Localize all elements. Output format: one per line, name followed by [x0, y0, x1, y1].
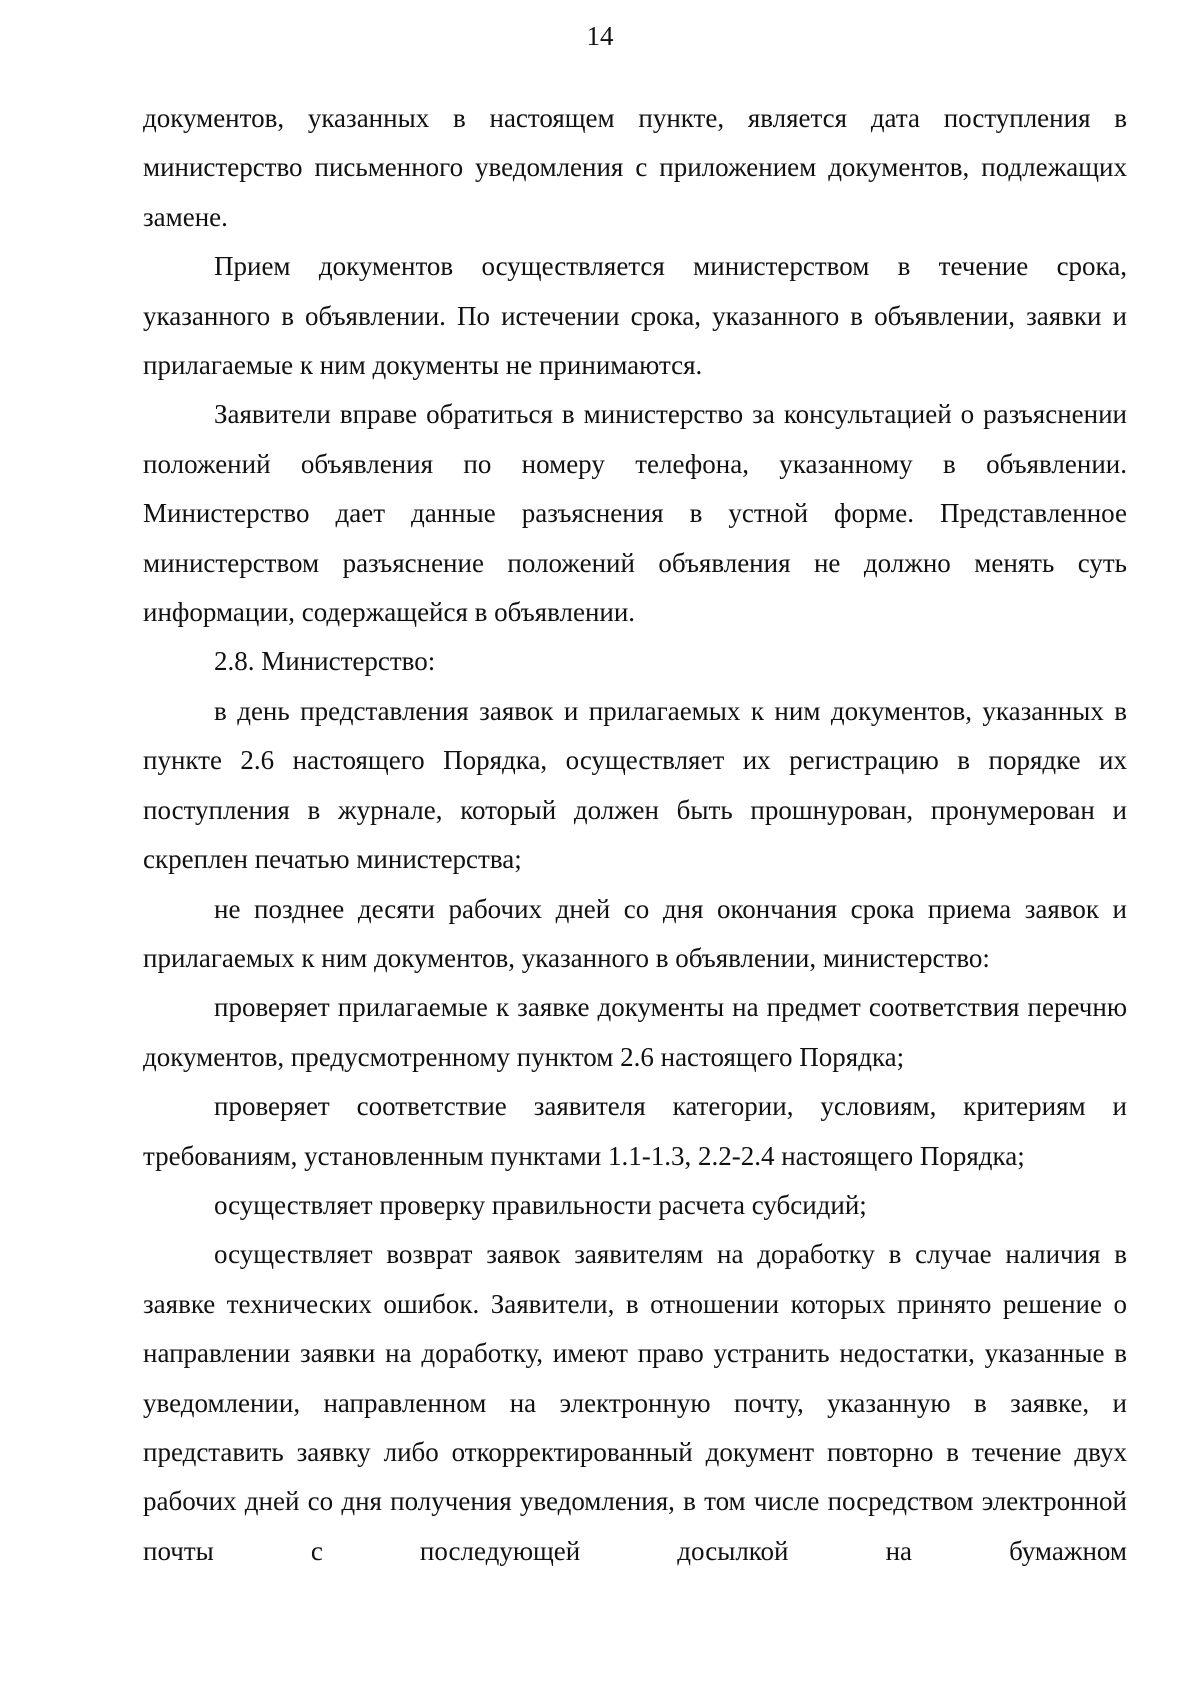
paragraph-registration: в день представления заявок и прилагаемых к ним документов, указанных в пункте 2.6 настоящего Порядка, осуществляет их регистрацию в порядке их поступления в журнале, который должен быть прошнурован, пронумерован и скреплен печатью министерства;	[143, 695, 1127, 875]
paragraph-document-acceptance: Прием документов осуществляется министерством в течение срока, указанного в объявлении. По истечении срока, указанного в объявлении, заявки и прилагаемые к ним документы не принимаются.	[143, 251, 1127, 381]
section-heading-2-8: 2.8. Министерство:	[214, 646, 436, 677]
paragraph-review-deadline: не позднее десяти рабочих дней со дня окончания срока приема заявок и прилагаемых к ним документов, указанного в объявлении, министерство:	[143, 893, 1127, 973]
paragraph-check-documents: проверяет прилагаемые к заявке документы на предмет соответствия перечню документов, предусмотренному пунктом 2.6 настоящего Порядка;	[143, 992, 1127, 1072]
paragraph-return-for-revision: осуществляет возврат заявок заявителям на доработку в случае наличия в заявке технических ошибок. Заявители, в отношении которых принято решение о направлении заявки на доработку, имеют право устранить недостатки, указанные в уведомлении, направленном на электронную почту, указанную в заявке, и представить заявку либо откорректированный документ повторно в течение двух рабочих дней со дня получения уведомления, в том числе посредством электронной почты с последующей досылкой на бумажном	[143, 1239, 1127, 1566]
document-body	[143, 94, 1127, 1576]
paragraph-continuation: документов, указанных в настоящем пункте, является дата поступления в министерство письменного уведомления с приложением документов, подлежащих замене.	[143, 103, 1127, 232]
paragraph-check-calculation: осуществляет проверку правильности расчета субсидий;	[214, 1189, 867, 1220]
paragraph-check-compliance: проверяет соответствие заявителя категории, условиям, критериям и требованиям, установленным пунктами 1.1-1.3, 2.2-2.4 настоящего Порядка;	[143, 1091, 1127, 1171]
paragraph-consultation: Заявители вправе обратиться в министерство за консультацией о разъяснении положений объявления по номеру телефона, указанному в объявлении. Министерство дает данные разъяснения в устной форме. Представленное министерством разъяснение положений объявления не должно менять суть информации, содержащейся в объявлении.	[143, 399, 1127, 628]
page-number: 14	[586, 21, 614, 51]
